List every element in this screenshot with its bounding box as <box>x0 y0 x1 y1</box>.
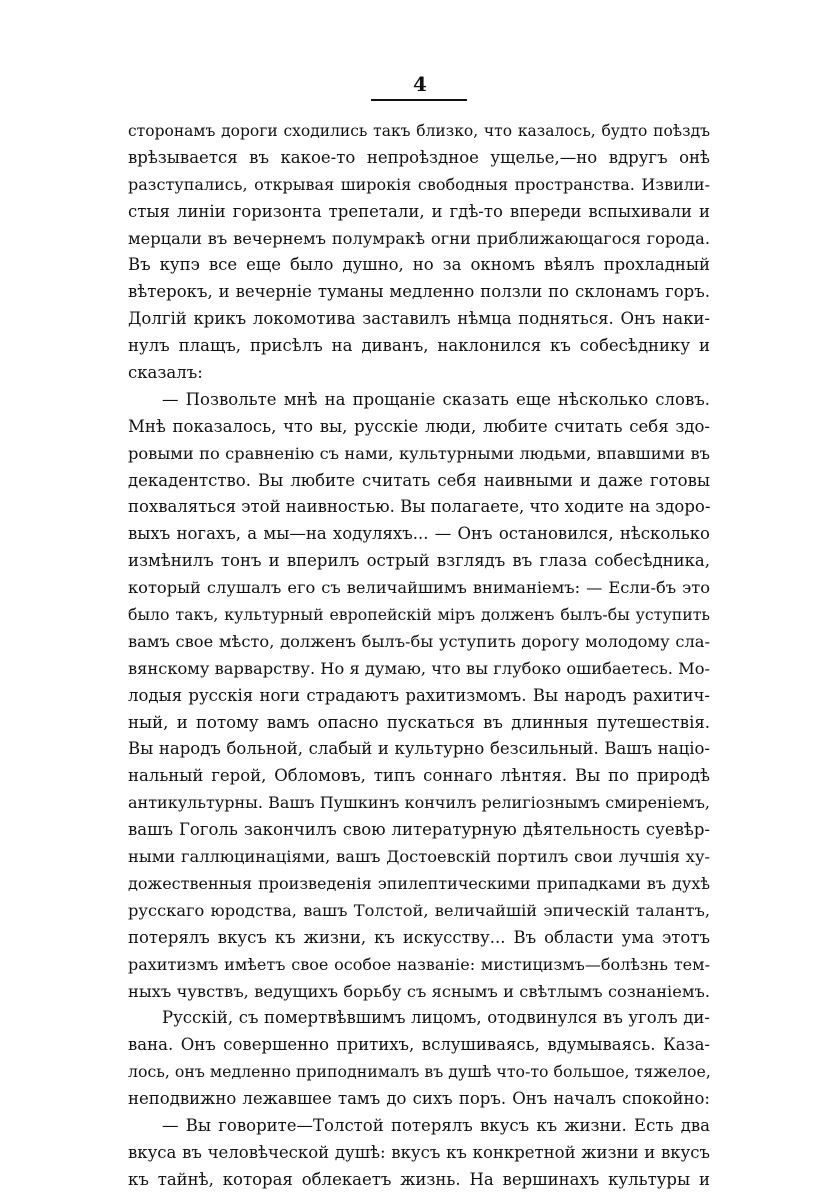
text-line: Мнѣ показалось, что вы, русскіе люди, любите считать себя здо- <box>128 416 710 436</box>
text-line: вянскому варварству. Но я думаю, что вы глубоко ошибаетесь. Мо- <box>128 658 710 678</box>
text-line: вкуса въ человѣческой душѣ: вкусъ къ конкретной жизни и вкусъ <box>128 1142 710 1162</box>
text-line: разступались, открывая широкія свободныя пространства. Извили- <box>128 174 710 194</box>
text-body <box>128 118 710 1194</box>
text-line: было такъ, культурный европейскій міръ долженъ былъ-бы уступить <box>128 605 710 625</box>
text-line: врѣзывается въ какое-то непроѣздное ущелье,—но вдругъ онѣ <box>128 147 710 167</box>
text-line: Русскій, съ помертвѣвшимъ лицомъ, отодвинулся въ уголъ ди- <box>162 1008 710 1028</box>
text-line: декадентство. Вы любите считать себя наивными и даже готовы <box>128 470 710 490</box>
text-line: сказалъ: <box>128 363 203 383</box>
text-line: вѣтерокъ, и вечерніе туманы медленно ползли по склонамъ горъ. <box>128 282 710 302</box>
text-line: нальный герой, Обломовъ, типъ соннаго лѣнтяя. Вы по природѣ <box>128 766 710 786</box>
text-line: антикультурны. Вашъ Пушкинъ кончилъ религіознымъ смиреніемъ, <box>128 793 710 813</box>
text-line: который слушалъ его съ величайшимъ вниманіемъ: — Если-бъ это <box>128 578 710 598</box>
text-line: измѣнилъ тонъ и вперилъ острый взглядъ въ глаза собесѣдника, <box>128 551 710 571</box>
text-line: ровыми по сравненію съ нами, культурными людьми, впавшими въ <box>128 443 710 463</box>
text-line: ный, и потому вамъ опасно пускаться въ длинныя путешествія. <box>128 712 710 732</box>
text-line: Въ купэ все еще было душно, но за окномъ вѣялъ прохладный <box>128 255 710 275</box>
text-line: мерцали въ вечернемъ полумракѣ огни приближающагося города. <box>128 228 710 248</box>
text-line: — Вы говорите—Толстой потерялъ вкусъ къ жизни. Есть два <box>162 1115 710 1135</box>
text-line: потерялъ вкусъ къ жизни, къ искусству... Въ области ума этотъ <box>128 927 710 947</box>
text-line: къ тайнѣ, которая облекаетъ жизнь. На вершинахъ культуры и <box>128 1169 710 1189</box>
text-line: русскаго юродства, вашъ Толстой, величайшій эпическій талантъ, <box>128 900 710 920</box>
page-number: 4 <box>413 72 427 96</box>
text-line: вамъ свое мѣсто, долженъ былъ-бы уступить дорогу молодому сла- <box>128 631 710 651</box>
text-line: — Позвольте мнѣ на прощаніе сказать еще нѣсколько словъ. <box>162 389 710 409</box>
page-number-underline <box>371 99 467 101</box>
text-line: рахитизмъ имѣетъ свое особое названіе: мистицизмъ—болѣзнь тем- <box>128 954 710 974</box>
text-line: лодыя русскія ноги страдаютъ рахитизмомъ. Вы народъ рахитич- <box>128 685 710 705</box>
text-line: ныхъ чувствъ, ведущихъ борьбу съ яснымъ и свѣтлымъ сознаніемъ. <box>128 981 710 1001</box>
text-line: неподвижно лежавшее тамъ до сихъ поръ. Онъ началъ спокойно: <box>128 1089 710 1109</box>
text-line: вана. Онъ совершенно притихъ, вслушиваясь, вдумываясь. Каза- <box>128 1035 710 1055</box>
text-line: Долгій крикъ локомотива заставилъ нѣмца подняться. Онъ наки- <box>128 309 710 329</box>
text-line: сторонамъ дороги сходились такъ близко, что казалось, будто поѣздъ <box>128 122 710 140</box>
text-line: ными галлюцинаціями, вашъ Достоевскій портилъ свои лучшія ху- <box>128 847 710 867</box>
text-line: похваляться этой наивностью. Вы полагаете, что ходите на здоро- <box>128 497 711 517</box>
text-line: Вы народъ больной, слабый и культурно безсильный. Вашъ націо- <box>128 739 710 759</box>
text-line: дожественныя произведенія эпилептическими припадками въ духѣ <box>128 873 710 893</box>
text-line: вашъ Гоголь закончилъ свою литературную дѣятельность суевѣр- <box>128 820 710 840</box>
text-line: стыя линіи горизонта трепетали, и гдѣ-то впереди вспыхивали и <box>128 201 710 221</box>
text-line: нулъ плащъ, присѣлъ на диванъ, наклонился къ собесѣднику и <box>128 336 710 356</box>
text-line: выхъ ногахъ, а мы—на ходуляхъ... — Онъ остановился, нѣсколько <box>128 524 710 544</box>
text-line: лось, онъ медленно приподнималъ въ душѣ что-то большое, тяжелое, <box>128 1062 711 1082</box>
